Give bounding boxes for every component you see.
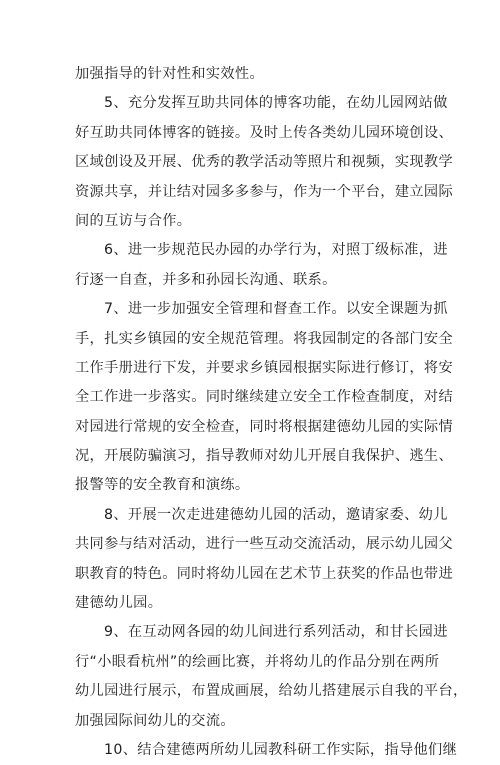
text-line: 报警等的安全教育和演练。 — [75, 477, 250, 494]
body-text — [75, 60, 468, 765]
text-line: 全工作进一步落实。同时继续建立安全工作检查制度，对结 — [75, 389, 453, 406]
text-line: 职教育的特色。同时将幼儿园在艺术节上获奖的作品也带进 — [75, 565, 453, 582]
text-line: 对园进行常规的安全检查，同时将根据建德幼儿园的实际情 — [75, 418, 453, 435]
item-5-heading-line: 5、充分发挥互助共同体的博客功能，在幼儿园网站做 — [104, 95, 448, 112]
item-6-heading-line: 6、进一步规范民办园的办学行为，对照丁级标准，进 — [104, 242, 448, 259]
text-line: 资源共享，并让结对园多多参与，作为一个平台，建立园际 — [75, 183, 453, 200]
text-line: 工作手册进行下发，并要求乡镇园根据实际进行修订，将安 — [75, 359, 453, 376]
text-line: 区域创设及开展、优秀的教学活动等照片和视频，实现教学 — [75, 154, 453, 171]
item-10-heading-line: 10、结合建德两所幼儿园教科研工作实际，指导他们继 — [104, 741, 458, 758]
text-line: 加强指导的针对性和实效性。 — [75, 66, 264, 82]
text-line: 幼儿园进行展示，布置成画展，给幼儿搭建展示自我的平台， — [75, 683, 468, 700]
item-8-heading-line: 8、开展一次走进建德幼儿园的活动，邀请家委、幼儿 — [104, 506, 448, 523]
text-line: 手，扎实乡镇园的安全规范管理。将我园制定的各部门安全 — [75, 330, 453, 347]
text-line: 建德幼儿园。 — [75, 595, 163, 612]
text-line: 行“小眼看杭州”的绘画比赛，并将幼儿的作品分别在两所 — [75, 653, 440, 670]
text-line: 共同参与结对活动，进行一些互动交流活动，展示幼儿园父 — [75, 536, 453, 553]
text-line: 行逐一自查，并多和孙园长沟通、联系。 — [75, 271, 337, 288]
item-7-heading-line: 7、进一步加强安全管理和督查工作。以安全课题为抓 — [104, 301, 448, 318]
text-line: 间的互访与合作。 — [75, 212, 192, 229]
text-line: 加强园际间幼儿的交流。 — [75, 712, 235, 729]
item-9-heading-line: 9、在互动网各园的幼儿间进行系列活动，和甘长园进 — [104, 624, 448, 641]
text-line: 好互助共同体博客的链接。及时上传各类幼儿园环境创设、 — [75, 124, 453, 141]
text-line: 况，开展防骗演习，指导教师对幼儿开展自我保护、逃生、 — [75, 448, 453, 465]
